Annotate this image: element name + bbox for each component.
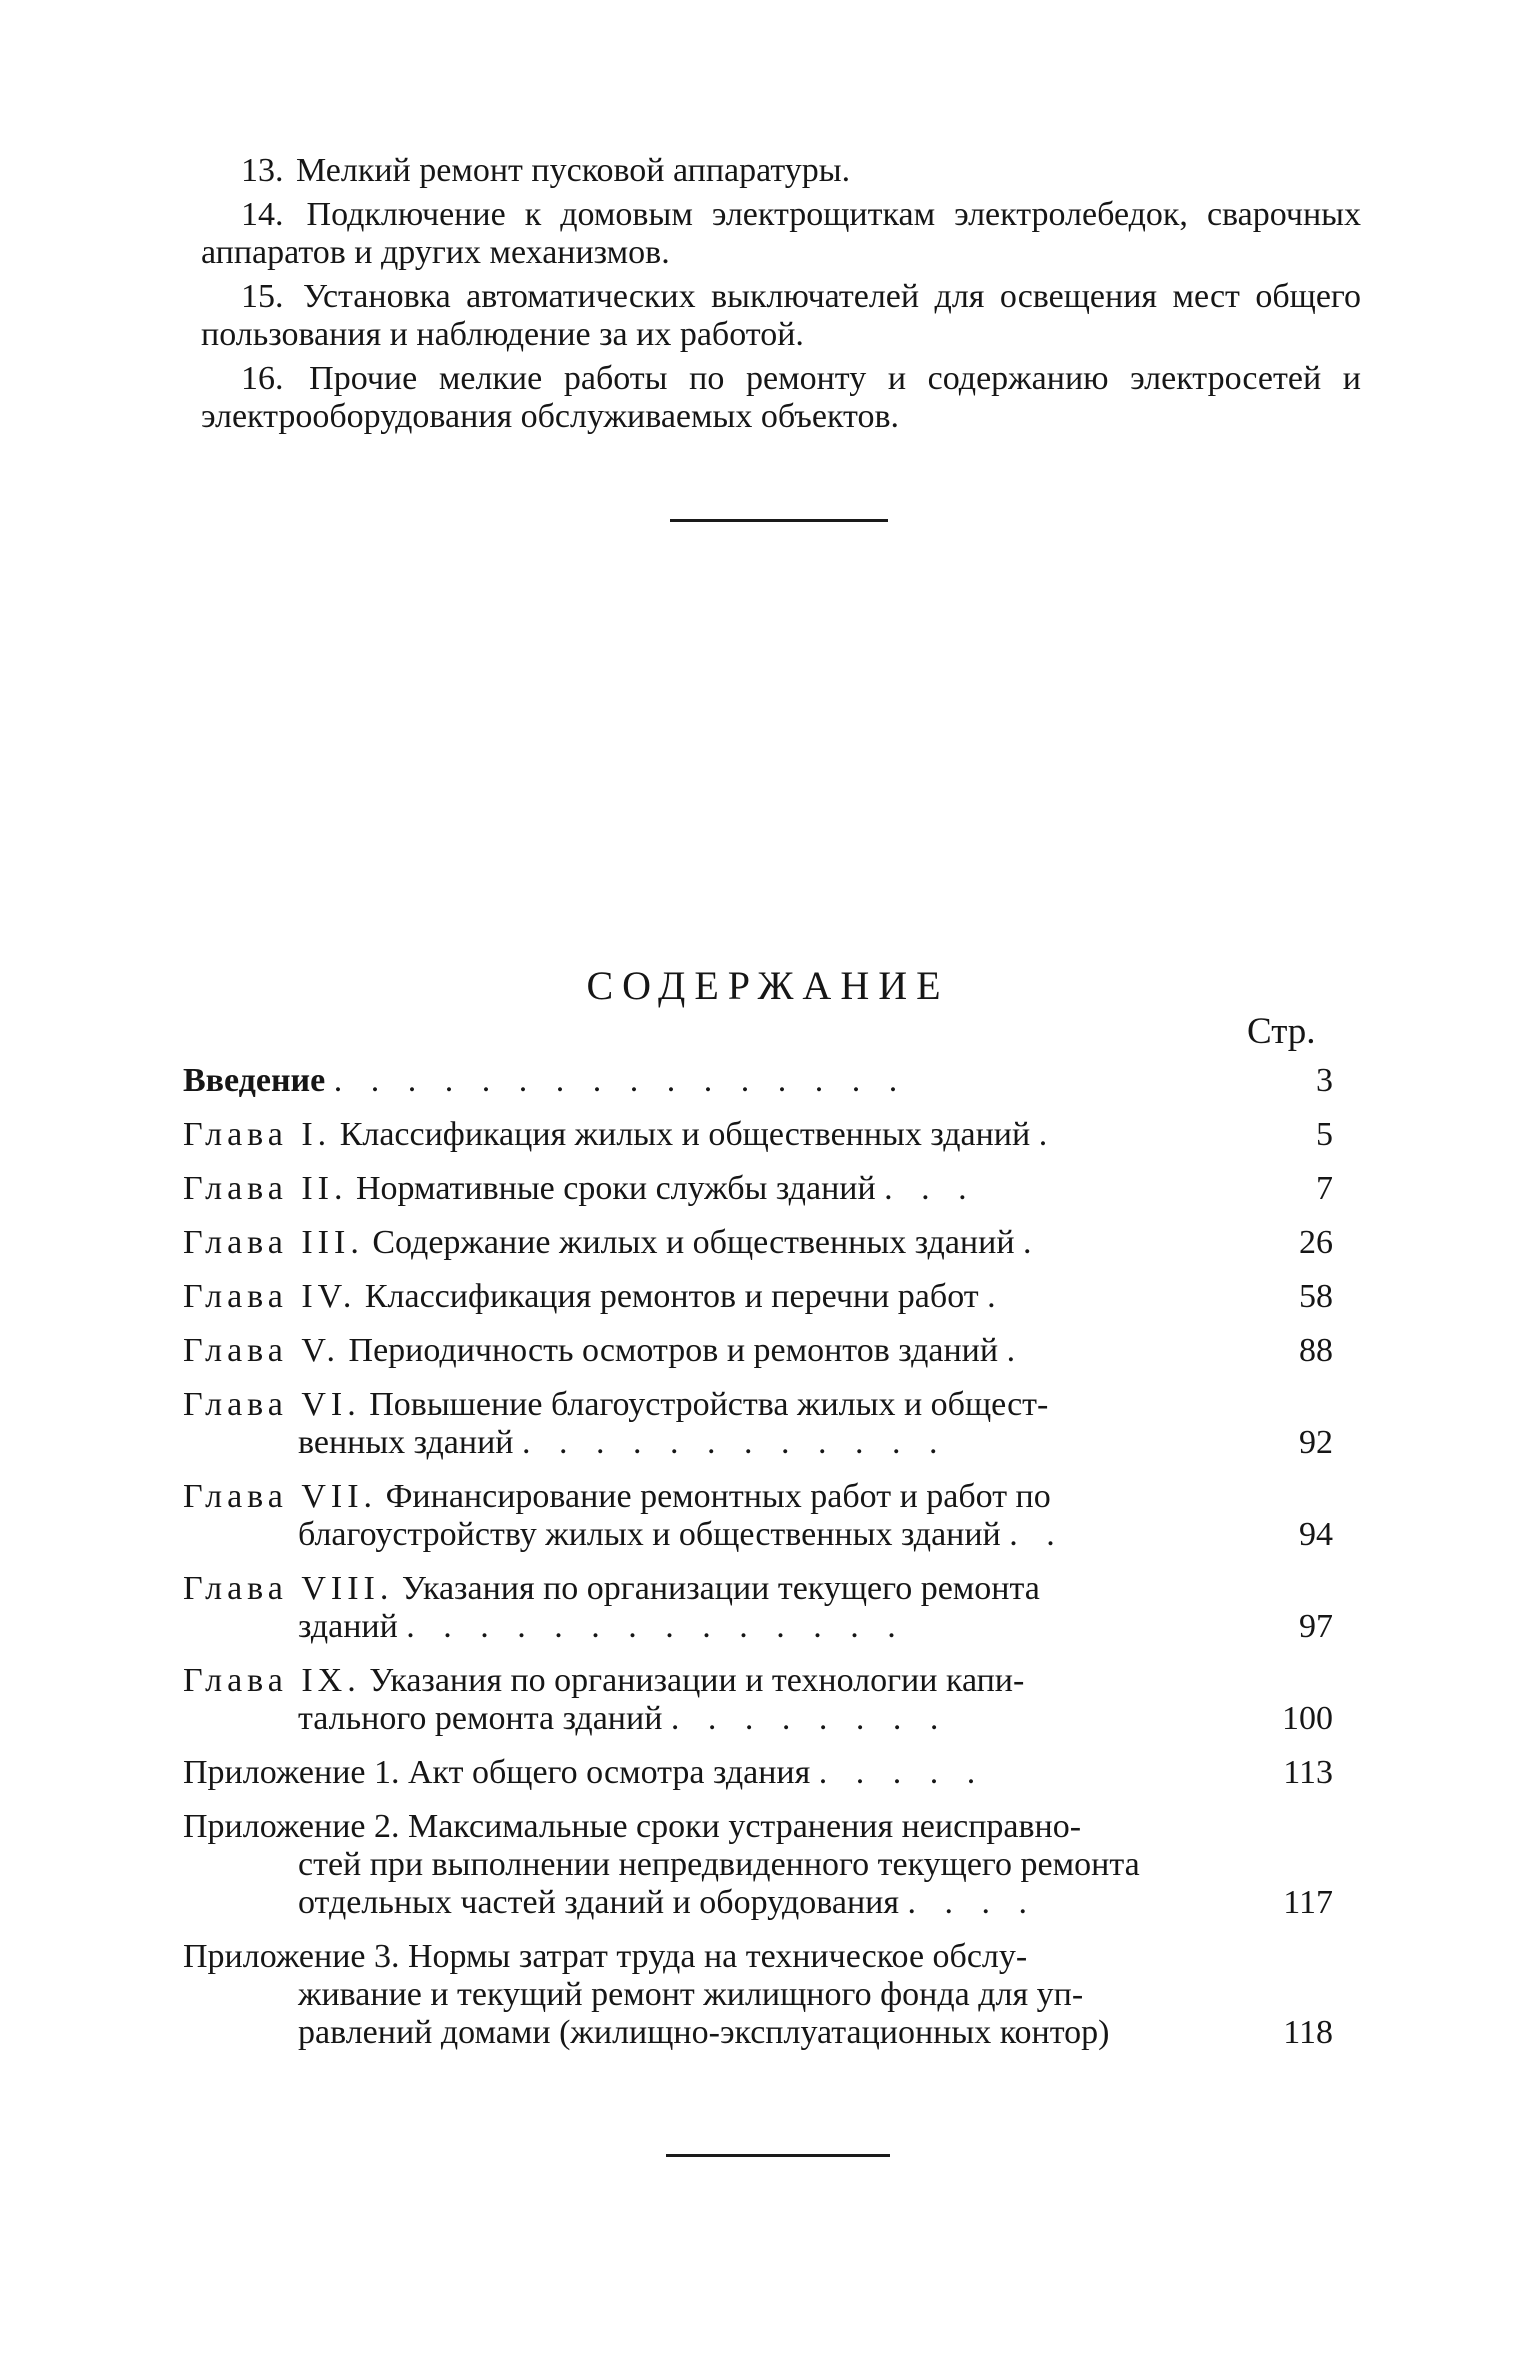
toc-entry-title: Нормативные сроки службы зданий [356, 1170, 876, 1207]
toc-entry [183, 1332, 1333, 1370]
toc-page-number: 118 [1283, 2014, 1333, 2051]
leader-dots: . . . . . . . . . . . . . . . . [333, 1062, 908, 1099]
toc-page-number: 97 [1299, 1608, 1333, 1645]
toc-entry-label: Глава VI. [183, 1386, 361, 1423]
toc-entry-title: Нормы затрат труда на техническое обслу- [407, 1938, 1028, 1975]
numbered-items [201, 152, 1361, 442]
toc-entry-title: Указания по организации и технологии капи- [369, 1662, 1025, 1699]
toc-entry [183, 1278, 1333, 1316]
list-item [201, 278, 1361, 354]
toc-entry [183, 1116, 1333, 1154]
toc-entry-label: Глава VIII. [183, 1570, 394, 1607]
toc-page-number: 7 [1316, 1170, 1333, 1207]
toc-page-number: 113 [1283, 1754, 1333, 1791]
leader-dots: . . . . [907, 1884, 1038, 1921]
toc-entry-label: Приложение 3. [183, 1938, 400, 1975]
item-number: 16. [241, 360, 284, 397]
item-text: Подключение к домовым электрощиткам электролебедок, сварочных аппаратов и других механизмов. [201, 196, 1361, 271]
toc-entry-label: Глава I. [183, 1116, 332, 1153]
toc-entry [183, 1224, 1333, 1262]
toc-entry-title: Максимальные сроки устранения неисправно- [407, 1808, 1082, 1845]
divider-top [670, 519, 888, 522]
toc-entry-label: Глава V. [183, 1332, 341, 1369]
toc-entry-title-cont: венных зданий [298, 1424, 514, 1461]
page-column-label: Стр. [1247, 1011, 1316, 1052]
toc-entry [183, 1062, 1333, 1100]
list-item [201, 360, 1361, 436]
item-number: 13. [241, 152, 284, 189]
toc-page-number: 94 [1299, 1516, 1333, 1553]
toc-title: СОДЕРЖАНИЕ [586, 963, 950, 1008]
toc-entry [183, 1662, 1333, 1738]
toc-entry-label: Глава III. [183, 1224, 364, 1261]
toc-entry-label: Введение [183, 1062, 326, 1099]
toc-entry-title: Акт общего осмотра здания [407, 1754, 811, 1791]
leader-dots: . . . . . [818, 1754, 986, 1791]
toc-entry-title-cont: благоустройству жилых и общественных зданий [298, 1516, 1001, 1553]
toc-page-number: 58 [1299, 1278, 1333, 1315]
leader-dots: . . . . . . . . . . . . [521, 1424, 948, 1461]
toc-page-number: 3 [1316, 1062, 1333, 1099]
toc-entry [183, 1938, 1333, 2052]
toc-entry-label: Приложение 2. [183, 1808, 400, 1845]
leader-dots: . [1006, 1332, 1026, 1369]
toc-entry-title-cont: зданий [298, 1608, 398, 1645]
divider-bottom [666, 2154, 890, 2157]
leader-dots: . . [1009, 1516, 1065, 1553]
toc-entry-label: Глава IV. [183, 1278, 357, 1315]
toc-entry-label: Глава II. [183, 1170, 348, 1207]
toc-page-number: 88 [1299, 1332, 1333, 1369]
toc-entry-title-cont: тального ремонта зданий [298, 1700, 663, 1737]
toc-entry-title-cont: живание и текущий ремонт жилищного фонда для уп- [298, 1976, 1084, 2013]
toc-entry [183, 1386, 1333, 1462]
toc-entry-label: Приложение 1. [183, 1754, 400, 1791]
toc-entry [183, 1808, 1333, 1922]
leader-dots: . . . . . . . . . . . . . . [406, 1608, 906, 1645]
item-number: 15. [241, 278, 284, 315]
table-of-contents [183, 1062, 1333, 2068]
toc-entry [183, 1754, 1333, 1792]
toc-entry [183, 1478, 1333, 1554]
toc-page-number: 5 [1316, 1116, 1333, 1153]
toc-entry-title: Классификация жилых и общественных зданий [339, 1116, 1031, 1153]
toc-entry-title: Повышение благоустройства жилых и общест- [369, 1386, 1049, 1423]
toc-entry-title: Указания по организации текущего ремонта [401, 1570, 1040, 1607]
toc-entry-title: Финансирование ремонтных работ и работ по [385, 1478, 1051, 1515]
toc-entry-title-cont: отдельных частей зданий и оборудования [298, 1884, 900, 1921]
leader-dots: . [1038, 1116, 1058, 1153]
leader-dots: . [1023, 1224, 1042, 1261]
item-text: Мелкий ремонт пусковой аппаратуры. [296, 152, 851, 189]
toc-entry-label: Глава VII. [183, 1478, 378, 1515]
toc-entry-title: Периодичность осмотров и ремонтов зданий [348, 1332, 999, 1369]
toc-entry-label: Глава IX. [183, 1662, 361, 1699]
leader-dots: . [987, 1278, 1006, 1315]
toc-entry-title: Классификация ремонтов и перечни работ [364, 1278, 979, 1315]
toc-entry [183, 1570, 1333, 1646]
list-item [201, 196, 1361, 272]
toc-page-number: 117 [1283, 1884, 1333, 1921]
toc-entry-title-cont: равлений домами (жилищно-эксплуатационных контор) [298, 2014, 1110, 2051]
toc-page-number: 100 [1282, 1700, 1333, 1737]
leader-dots: . . . . . . . . [670, 1700, 949, 1737]
item-text: Установка автоматических выключателей для освещения мест общего пользования и наблюдение за их работой. [201, 278, 1362, 353]
item-number: 14. [241, 196, 284, 233]
toc-entry-title-cont: стей при выполнении непредвиденного текущего ремонта [298, 1846, 1140, 1883]
item-text: Прочие мелкие работы по ремонту и содержанию электросетей и электрооборудования обслуживаемых объектов. [201, 360, 1361, 435]
list-item [201, 152, 1361, 190]
toc-entry [183, 1170, 1333, 1208]
toc-page-number: 92 [1299, 1424, 1333, 1461]
toc-entry-title: Содержание жилых и общественных зданий [372, 1224, 1015, 1261]
toc-page-number: 26 [1299, 1224, 1333, 1261]
leader-dots: . . . [884, 1170, 977, 1207]
